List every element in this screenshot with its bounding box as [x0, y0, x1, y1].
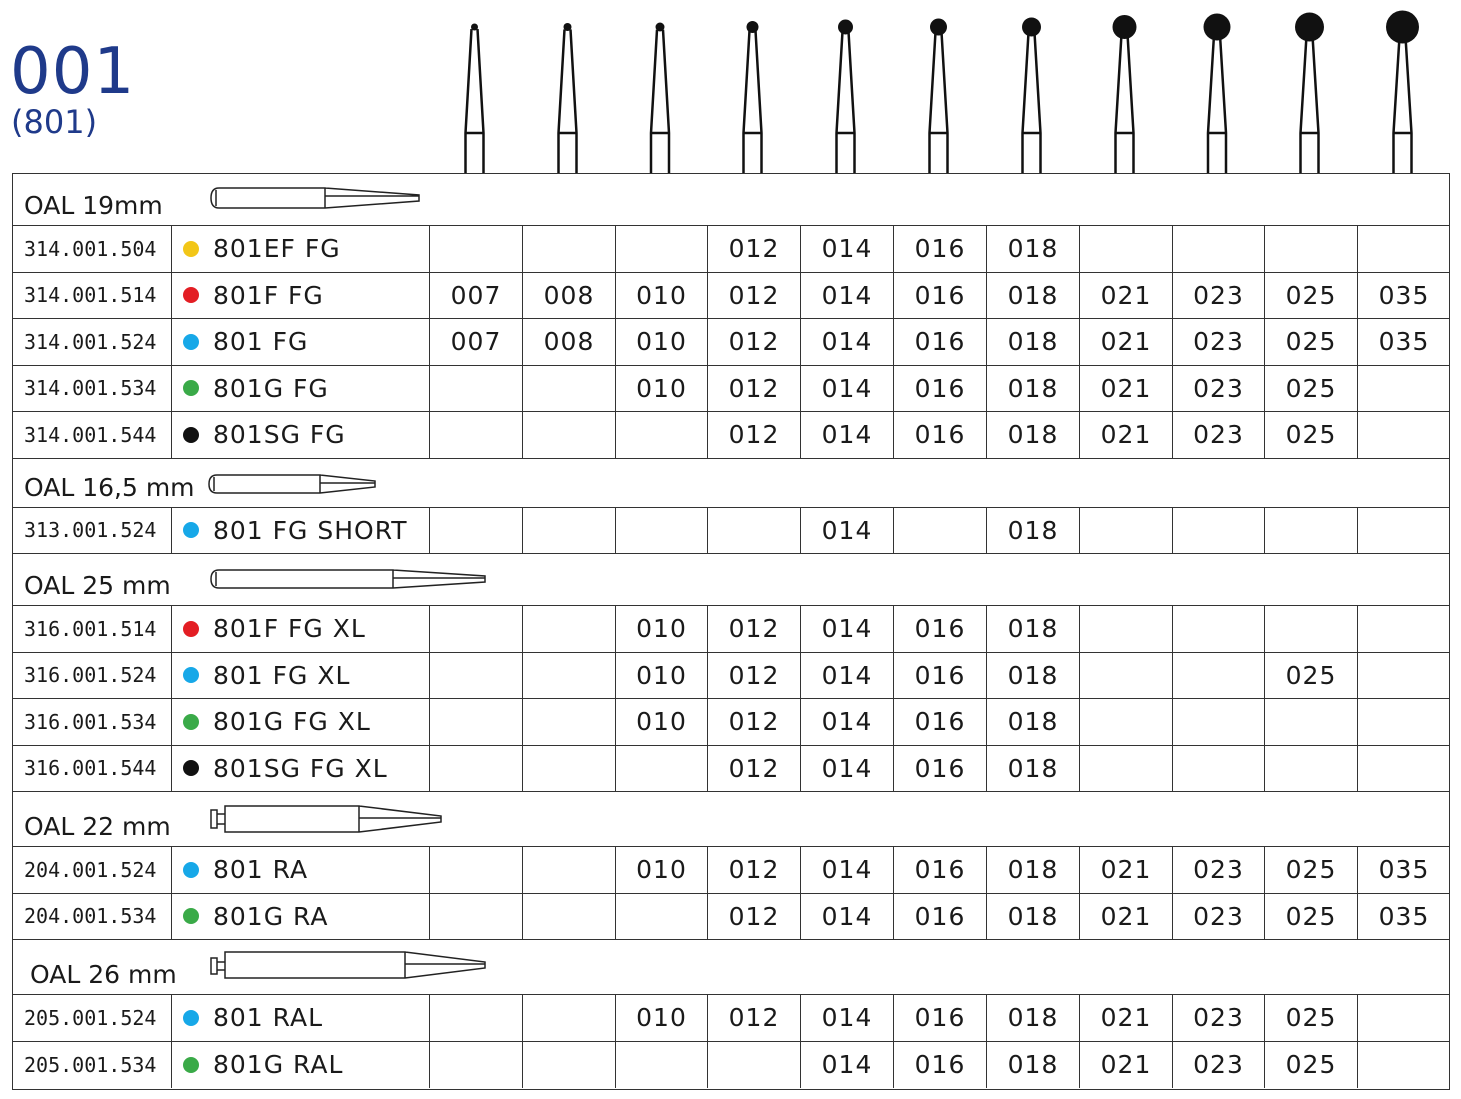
reference-number: 313.001.524	[24, 518, 157, 543]
size-cell: 018	[986, 606, 1079, 652]
size-cell	[707, 1042, 800, 1089]
shank-fg-icon	[209, 186, 424, 210]
size-cell: 025	[1264, 1042, 1357, 1089]
size-cell: 008	[522, 319, 615, 365]
size-cell: 035	[1357, 273, 1450, 319]
grit-color-dot	[183, 760, 199, 776]
size-cell: 025	[1264, 319, 1357, 365]
bur-023	[1204, 14, 1231, 174]
shank-ra-icon	[209, 802, 444, 834]
size-cell	[1357, 995, 1450, 1041]
size-cell	[522, 894, 615, 940]
bur-035	[1386, 11, 1419, 174]
table-row	[13, 1042, 1449, 1089]
size-cell	[615, 746, 707, 792]
size-cell	[429, 653, 522, 699]
bur-illustrations	[0, 0, 1461, 175]
table-row	[13, 606, 1449, 653]
reference-number: 316.001.514	[24, 616, 157, 641]
size-cell: 021	[1079, 995, 1172, 1041]
size-cell: 014	[800, 606, 893, 652]
size-cell	[615, 412, 707, 458]
size-cell: 035	[1357, 894, 1450, 940]
table-row	[13, 653, 1449, 700]
bur-010	[651, 23, 669, 174]
size-cell: 025	[1264, 273, 1357, 319]
size-cell: 014	[800, 412, 893, 458]
product-name-cell	[171, 894, 429, 940]
size-cell: 008	[522, 273, 615, 319]
table-row	[13, 894, 1449, 941]
size-cell: 025	[1264, 995, 1357, 1041]
size-cell	[1079, 746, 1172, 792]
reference-number: 316.001.534	[24, 709, 157, 734]
product-name-cell	[171, 653, 429, 699]
product-name-cell	[171, 995, 429, 1041]
size-cell: 023	[1172, 366, 1264, 412]
size-cell	[1264, 746, 1357, 792]
grit-color-dot	[183, 1057, 199, 1073]
size-cell: 021	[1079, 412, 1172, 458]
product-name-cell	[171, 1042, 429, 1089]
size-cell	[522, 508, 615, 554]
grit-color-dot	[183, 621, 199, 637]
size-cell: 016	[893, 273, 986, 319]
product-name-cell	[171, 508, 429, 554]
size-cell	[1264, 699, 1357, 745]
size-cell: 012	[707, 894, 800, 940]
size-cell	[522, 366, 615, 412]
size-cell	[522, 606, 615, 652]
size-cell: 016	[893, 226, 986, 272]
size-cell	[522, 995, 615, 1041]
size-cell: 018	[986, 653, 1079, 699]
size-cell	[1357, 653, 1450, 699]
reference-number: 314.001.534	[24, 376, 157, 401]
shank-fg-long-icon	[209, 568, 489, 590]
size-cell: 016	[893, 995, 986, 1041]
size-cell	[522, 226, 615, 272]
size-cell	[1172, 699, 1264, 745]
size-cell	[1264, 226, 1357, 272]
size-cell: 012	[707, 319, 800, 365]
size-cell: 014	[800, 699, 893, 745]
grit-color-dot	[183, 714, 199, 730]
size-cell: 014	[800, 894, 893, 940]
product-name-cell	[171, 226, 429, 272]
bur-007	[466, 24, 484, 174]
size-cell	[1172, 226, 1264, 272]
product-name-cell	[171, 273, 429, 319]
table-row	[13, 412, 1449, 459]
size-cell: 016	[893, 319, 986, 365]
size-cell	[429, 1042, 522, 1089]
product-name: 801SG FG	[213, 420, 346, 450]
size-cell	[429, 508, 522, 554]
product-name: 801EF FG	[213, 234, 341, 264]
table-row	[13, 319, 1449, 366]
size-cell: 035	[1357, 319, 1450, 365]
grit-color-dot	[183, 908, 199, 924]
size-cell: 018	[986, 894, 1079, 940]
size-cell	[429, 226, 522, 272]
size-cell: 016	[893, 894, 986, 940]
size-cell: 021	[1079, 366, 1172, 412]
size-cell	[707, 508, 800, 554]
size-cell: 012	[707, 226, 800, 272]
size-cell	[1079, 653, 1172, 699]
size-cell	[1172, 508, 1264, 554]
size-cell: 012	[707, 653, 800, 699]
size-cell: 014	[800, 1042, 893, 1089]
product-name-cell	[171, 606, 429, 652]
reference-number: 314.001.524	[24, 329, 157, 354]
size-cell: 012	[707, 847, 800, 893]
size-cell: 021	[1079, 319, 1172, 365]
size-cell	[429, 894, 522, 940]
size-cell: 007	[429, 319, 522, 365]
size-cell	[522, 412, 615, 458]
overall-length-label: OAL 26 mm	[30, 960, 177, 989]
product-number: 001	[10, 35, 136, 109]
size-cell: 014	[800, 319, 893, 365]
table-row	[13, 366, 1449, 413]
size-cell	[893, 508, 986, 554]
product-name: 801F FG	[213, 280, 324, 310]
size-cell: 010	[615, 699, 707, 745]
reference-number: 316.001.524	[24, 663, 157, 688]
size-cell: 010	[615, 847, 707, 893]
size-cell	[1357, 226, 1450, 272]
grit-color-dot	[183, 241, 199, 257]
size-cell: 014	[800, 508, 893, 554]
overall-length-label: OAL 16,5 mm	[24, 472, 195, 502]
product-name-cell	[171, 319, 429, 365]
table-row	[13, 847, 1449, 894]
size-cell: 018	[986, 319, 1079, 365]
size-cell	[1357, 606, 1450, 652]
size-cell: 016	[893, 412, 986, 458]
size-cell: 012	[707, 606, 800, 652]
size-cell	[1079, 508, 1172, 554]
size-cell	[522, 1042, 615, 1089]
size-cell	[429, 699, 522, 745]
product-name-cell	[171, 746, 429, 792]
section-header	[13, 940, 1449, 995]
grit-color-dot	[183, 862, 199, 878]
size-cell: 010	[615, 653, 707, 699]
size-cell: 012	[707, 273, 800, 319]
bur-018	[1022, 18, 1041, 174]
size-cell: 018	[986, 995, 1079, 1041]
size-cell: 014	[800, 746, 893, 792]
size-cell	[615, 508, 707, 554]
product-name: 801 FG SHORT	[213, 515, 408, 545]
size-cell: 023	[1172, 1042, 1264, 1089]
bur-016	[930, 19, 948, 174]
size-cell	[1172, 653, 1264, 699]
size-cell	[615, 894, 707, 940]
size-cell: 016	[893, 653, 986, 699]
reference-number: 205.001.524	[24, 1005, 157, 1030]
reference-number: 314.001.544	[24, 422, 157, 447]
reference-number: 314.001.504	[24, 236, 157, 261]
grit-color-dot	[183, 380, 199, 396]
size-cell	[615, 226, 707, 272]
size-cell	[1264, 606, 1357, 652]
bur-012	[744, 21, 762, 173]
size-cell	[615, 1042, 707, 1089]
grit-color-dot	[183, 427, 199, 443]
table-row	[13, 699, 1449, 746]
size-cell: 018	[986, 746, 1079, 792]
size-cell: 016	[893, 746, 986, 792]
size-cell	[1357, 412, 1450, 458]
reference-number: 204.001.534	[24, 904, 157, 929]
bur-025	[1295, 13, 1324, 174]
size-cell	[522, 699, 615, 745]
grit-color-dot	[183, 334, 199, 350]
table-row	[13, 995, 1449, 1042]
size-cell	[1357, 1042, 1450, 1089]
reference-number: 205.001.534	[24, 1052, 157, 1077]
size-cell	[429, 995, 522, 1041]
product-name-cell	[171, 699, 429, 745]
size-cell: 012	[707, 995, 800, 1041]
size-cell: 018	[986, 699, 1079, 745]
size-cell	[429, 366, 522, 412]
shank-fg-short-icon	[207, 473, 379, 495]
shank-ral-icon	[209, 950, 489, 980]
size-cell: 010	[615, 273, 707, 319]
size-cell	[1264, 508, 1357, 554]
product-name: 801 RA	[213, 855, 309, 885]
section-header	[13, 174, 1449, 226]
size-cell: 014	[800, 653, 893, 699]
grit-color-dot	[183, 522, 199, 538]
size-cell: 016	[893, 606, 986, 652]
product-name: 801G RA	[213, 901, 329, 931]
size-cell: 035	[1357, 847, 1450, 893]
product-name: 801G RAL	[213, 1050, 344, 1080]
overall-length-label: OAL 25 mm	[24, 571, 171, 600]
size-cell: 018	[986, 273, 1079, 319]
size-cell: 012	[707, 699, 800, 745]
size-cell: 023	[1172, 894, 1264, 940]
reference-number: 204.001.524	[24, 857, 157, 882]
size-cell	[429, 606, 522, 652]
table-row	[13, 226, 1449, 273]
grit-color-dot	[183, 287, 199, 303]
size-cell: 012	[707, 412, 800, 458]
size-cell: 021	[1079, 894, 1172, 940]
product-name: 801G FG	[213, 373, 329, 403]
product-name: 801F FG XL	[213, 614, 366, 644]
section-header	[13, 792, 1449, 847]
size-cell: 018	[986, 847, 1079, 893]
size-cell: 016	[893, 847, 986, 893]
size-cell: 014	[800, 847, 893, 893]
product-name-cell	[171, 412, 429, 458]
size-cell: 014	[800, 995, 893, 1041]
size-cell: 023	[1172, 995, 1264, 1041]
size-cell: 014	[800, 226, 893, 272]
size-cell	[522, 653, 615, 699]
size-cell: 023	[1172, 273, 1264, 319]
size-cell: 016	[893, 699, 986, 745]
product-name-cell	[171, 366, 429, 412]
size-cell	[429, 412, 522, 458]
size-cell: 023	[1172, 412, 1264, 458]
product-series: (801)	[11, 103, 98, 141]
product-name: 801G FG XL	[213, 707, 371, 737]
size-cell: 010	[615, 319, 707, 365]
size-cell	[1079, 699, 1172, 745]
size-cell	[1357, 699, 1450, 745]
table-row	[13, 508, 1449, 555]
size-cell: 025	[1264, 894, 1357, 940]
size-cell: 018	[986, 508, 1079, 554]
size-cell: 021	[1079, 1042, 1172, 1089]
size-cell: 018	[986, 226, 1079, 272]
table-row	[13, 746, 1449, 793]
overall-length-label: OAL 22 mm	[24, 812, 171, 841]
product-name: 801 FG XL	[213, 660, 351, 690]
size-cell	[1357, 366, 1450, 412]
size-cell: 023	[1172, 847, 1264, 893]
section-header	[13, 459, 1449, 508]
size-cell: 010	[615, 606, 707, 652]
size-cell	[1079, 226, 1172, 272]
reference-number: 316.001.544	[24, 756, 157, 781]
size-cell: 018	[986, 412, 1079, 458]
overall-length-label: OAL 19mm	[24, 191, 163, 220]
size-cell: 018	[986, 1042, 1079, 1089]
product-name: 801 FG	[213, 327, 309, 357]
size-cell: 021	[1079, 273, 1172, 319]
size-cell: 025	[1264, 653, 1357, 699]
bur-008	[559, 23, 577, 173]
size-cell	[1172, 746, 1264, 792]
size-cell: 014	[800, 273, 893, 319]
size-cell	[1172, 606, 1264, 652]
section-header	[13, 554, 1449, 606]
reference-number: 314.001.514	[24, 283, 157, 308]
size-cell: 012	[707, 746, 800, 792]
size-cell	[429, 746, 522, 792]
size-cell: 012	[707, 366, 800, 412]
size-cell	[522, 746, 615, 792]
grit-color-dot	[183, 667, 199, 683]
size-cell: 010	[615, 995, 707, 1041]
size-cell	[429, 847, 522, 893]
size-cell: 025	[1264, 412, 1357, 458]
bur-021	[1113, 15, 1137, 173]
size-cell: 025	[1264, 366, 1357, 412]
product-name: 801 RAL	[213, 1003, 324, 1033]
size-cell: 007	[429, 273, 522, 319]
size-cell	[1357, 746, 1450, 792]
product-name: 801SG FG XL	[213, 753, 388, 783]
size-cell: 016	[893, 1042, 986, 1089]
size-cell: 023	[1172, 319, 1264, 365]
size-cell	[1079, 606, 1172, 652]
size-cell: 018	[986, 366, 1079, 412]
product-name-cell	[171, 847, 429, 893]
grit-color-dot	[183, 1010, 199, 1026]
size-cell: 021	[1079, 847, 1172, 893]
size-cell: 016	[893, 366, 986, 412]
bur-014	[837, 20, 855, 174]
size-cell: 014	[800, 366, 893, 412]
size-cell	[1357, 508, 1450, 554]
size-cell: 010	[615, 366, 707, 412]
size-cell: 025	[1264, 847, 1357, 893]
table-row	[13, 273, 1449, 320]
size-cell	[522, 847, 615, 893]
size-table	[12, 173, 1450, 1090]
